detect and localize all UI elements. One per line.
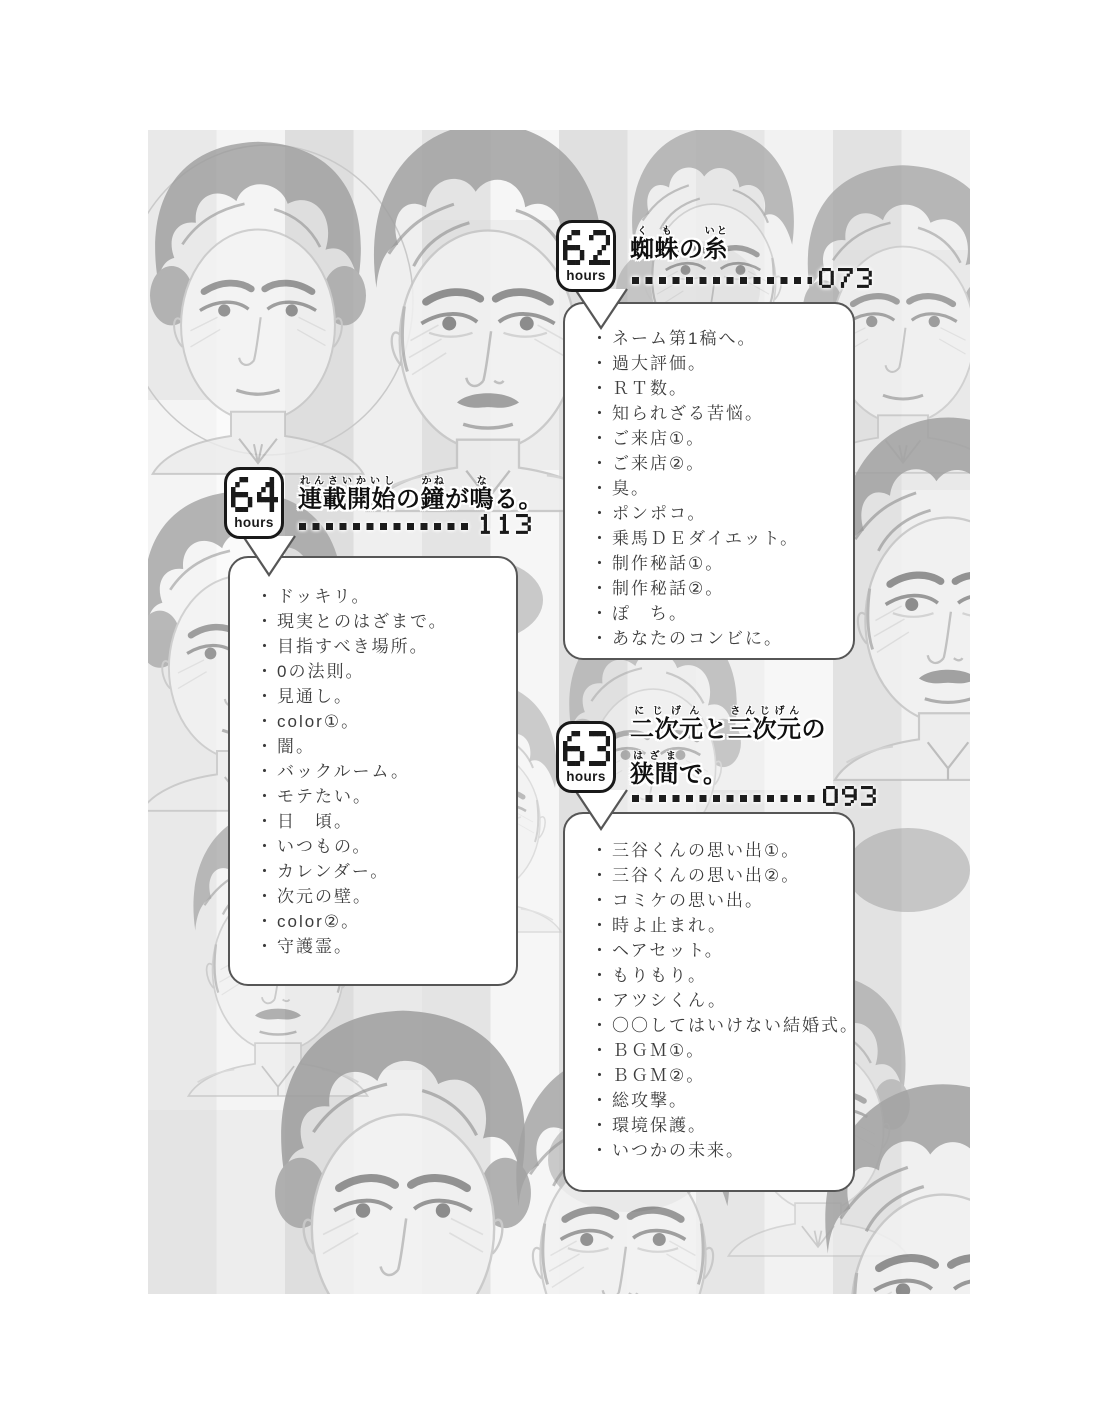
list-item: [591, 988, 841, 1013]
list-item: [256, 934, 504, 959]
item-text: カレンダー。: [277, 862, 390, 881]
list-item: [256, 784, 504, 809]
title-segment: [298, 476, 396, 513]
item-text: ポンポコ。: [612, 504, 707, 523]
item-bullet: ・: [256, 637, 275, 656]
item-bullet: ・: [591, 404, 610, 423]
item-text: 臭。: [612, 479, 650, 498]
item-text: ドッキリ。: [277, 587, 371, 606]
furigana: いと: [703, 226, 728, 237]
leader-dots: [632, 795, 816, 802]
list-item: [256, 884, 504, 909]
item-text: 三谷くんの思い出②。: [612, 866, 801, 885]
item-text: color②。: [277, 912, 361, 931]
item-bullet: ・: [256, 712, 275, 731]
item-bullet: ・: [256, 837, 275, 856]
item-text: いつかの未来。: [612, 1141, 745, 1160]
item-text: あなたのコンビに。: [612, 629, 783, 648]
page-number: [478, 514, 531, 534]
title-base: で。: [679, 760, 728, 788]
item-bullet: ・: [256, 787, 275, 806]
title-base: 蜘蛛: [630, 236, 679, 263]
list-item: [591, 938, 841, 963]
item-text: 知られざる苦悩。: [612, 404, 764, 423]
item-bullet: ・: [591, 454, 610, 473]
list-item: [256, 659, 504, 684]
chapter-item-list: [591, 326, 841, 651]
list-item: [591, 401, 841, 426]
item-bullet: ・: [256, 762, 275, 781]
chapter-item-list: [591, 838, 859, 1163]
hours-badge-number: [563, 731, 610, 766]
item-bullet: ・: [256, 662, 275, 681]
title-base: が: [445, 486, 470, 513]
hours-badge-unit: hours: [234, 514, 274, 530]
list-item: [591, 1063, 841, 1088]
item-text: ＲＴ数。: [612, 379, 688, 398]
item-bullet: ・: [591, 329, 610, 348]
item-text: 乗馬ＤＥダイエット。: [612, 529, 800, 548]
item-text: ご来店②。: [612, 454, 706, 473]
item-text: 制作秘話②。: [612, 579, 725, 598]
item-text: ＢＧＭ②。: [612, 1066, 706, 1085]
list-item: [591, 426, 841, 451]
list-item: [591, 551, 841, 576]
chapter-title-line: [630, 706, 826, 751]
furigana: はざま: [630, 750, 679, 762]
item-text: 総攻撃。: [612, 1091, 688, 1110]
item-bullet: ・: [591, 629, 610, 648]
title-base: 鳴: [469, 486, 494, 513]
title-base: の: [801, 716, 826, 743]
title-base: の: [396, 486, 421, 513]
furigana: かね: [420, 476, 445, 487]
item-text: 見通し。: [277, 687, 353, 706]
item-text: モテたい。: [277, 787, 372, 806]
item-bullet: ・: [256, 862, 275, 881]
hours-badge-64: [224, 467, 284, 539]
list-item: [256, 859, 504, 884]
title-segment: [469, 476, 495, 513]
list-item: [591, 913, 841, 938]
list-item: [591, 963, 841, 988]
item-text: いつもの。: [277, 837, 372, 856]
list-item: [256, 809, 504, 834]
item-bullet: ・: [256, 612, 275, 631]
hours-badge-number: [563, 230, 610, 265]
item-bullet: ・: [591, 1091, 610, 1110]
chapter-item-list: [256, 584, 504, 959]
item-bullet: ・: [591, 579, 610, 598]
item-bullet: ・: [591, 891, 610, 910]
leader-dots: [299, 523, 471, 530]
item-text: 日 頃。: [277, 812, 353, 831]
item-text: ネーム第1稿へ。: [612, 329, 757, 348]
page-number: [819, 268, 872, 288]
title-segment: [630, 226, 679, 263]
list-item: [591, 501, 841, 526]
hours-badge-unit: hours: [566, 267, 606, 283]
list-item: [256, 759, 504, 784]
item-text: 時よ止まれ。: [612, 916, 728, 935]
furigana: くも: [630, 226, 679, 237]
item-text: 0の法則。: [277, 662, 365, 681]
list-item: [256, 834, 504, 859]
item-bullet: ・: [591, 354, 610, 373]
item-bullet: ・: [591, 504, 610, 523]
item-text: 闇。: [277, 737, 315, 756]
furigana: れんさいかいし: [298, 476, 396, 487]
item-bullet: ・: [591, 1116, 610, 1135]
item-bullet: ・: [256, 812, 275, 831]
item-bullet: ・: [591, 429, 610, 448]
page-leader-64: [299, 514, 531, 534]
item-text: 目指すべき場所。: [277, 637, 429, 656]
item-text: color①。: [277, 712, 361, 731]
item-text: 制作秘話①。: [612, 554, 725, 573]
item-text: 現実とのはざまで。: [277, 612, 448, 631]
title-base: 糸: [703, 236, 728, 263]
chapter-title-line: [630, 226, 728, 271]
item-text: 環境保護。: [612, 1116, 707, 1135]
title-base: と: [703, 716, 728, 743]
title-base: 狭間: [630, 760, 679, 788]
item-text: 守護霊。: [277, 937, 353, 956]
chapter-item-box-62: [563, 302, 855, 660]
title-base: る。: [494, 486, 543, 513]
list-item: [591, 526, 841, 551]
furigana: さんじげん: [728, 706, 802, 717]
title-base: 連載開始: [298, 486, 396, 513]
item-bullet: ・: [591, 529, 610, 548]
item-text: ヘアセット。: [612, 941, 724, 960]
speech-bubble-tail: [572, 789, 630, 831]
item-bullet: ・: [591, 1141, 610, 1160]
item-bullet: ・: [256, 737, 275, 756]
title-segment: [728, 706, 802, 743]
list-item: [591, 863, 841, 888]
list-item: [591, 1138, 841, 1163]
page-leader-63: [632, 786, 876, 806]
title-base: 二次元: [630, 716, 704, 743]
item-text: 次元の壁。: [277, 887, 372, 906]
item-text: ＢＧＭ①。: [612, 1041, 706, 1060]
list-item: [256, 909, 504, 934]
item-bullet: ・: [256, 937, 275, 956]
list-item: [591, 1088, 841, 1113]
list-item: [256, 609, 504, 634]
item-bullet: ・: [591, 866, 610, 885]
list-item: [256, 709, 504, 734]
chapter-item-box-63: [563, 812, 859, 1192]
speech-bubble-tail: [240, 535, 298, 577]
item-bullet: ・: [591, 966, 610, 985]
item-bullet: ・: [591, 941, 610, 960]
item-bullet: ・: [591, 1041, 610, 1060]
title-segment: [420, 476, 446, 513]
list-item: [591, 626, 841, 651]
item-bullet: ・: [591, 554, 610, 573]
furigana: にじげん: [630, 706, 704, 717]
item-text: ご来店①。: [612, 429, 706, 448]
hours-badge-63: [556, 721, 616, 793]
item-bullet: ・: [591, 991, 610, 1010]
page-leader-62: [632, 268, 872, 288]
item-bullet: ・: [256, 912, 275, 931]
item-bullet: ・: [591, 379, 610, 398]
item-bullet: ・: [591, 916, 610, 935]
item-bullet: ・: [591, 479, 610, 498]
list-item: [256, 634, 504, 659]
list-item: [591, 476, 841, 501]
item-bullet: ・: [591, 1066, 610, 1085]
page-number: [823, 786, 876, 806]
list-item: [256, 684, 504, 709]
leader-dots: [632, 277, 812, 284]
title-segment: [630, 706, 704, 743]
item-text: コミケの思い出。: [612, 891, 764, 910]
chapter-item-box-64: [228, 556, 518, 986]
speech-bubble-tail: [572, 288, 630, 330]
item-text: アツシくん。: [612, 991, 728, 1010]
list-item: [256, 734, 504, 759]
item-text: 三谷くんの思い出①。: [612, 841, 801, 860]
list-item: [591, 576, 841, 601]
furigana: な: [469, 476, 494, 487]
chapter-title-62: [630, 226, 728, 271]
title-base: 鐘: [420, 486, 445, 513]
item-bullet: ・: [256, 887, 275, 906]
list-item: [591, 1013, 859, 1038]
item-bullet: ・: [591, 604, 610, 623]
title-base: の: [679, 236, 704, 263]
item-bullet: ・: [256, 687, 275, 706]
list-item: [591, 1038, 841, 1063]
item-text: もりもり。: [612, 966, 707, 985]
item-text: 〇〇してはいけない結婚式。: [612, 1016, 859, 1035]
list-item: [591, 838, 841, 863]
item-text: 過大評価。: [612, 354, 707, 373]
item-text: バックルーム。: [277, 762, 410, 781]
title-segment: [630, 750, 679, 788]
list-item: [591, 451, 841, 476]
list-item: [591, 1113, 841, 1138]
list-item: [591, 601, 841, 626]
list-item: [591, 351, 841, 376]
item-bullet: ・: [256, 587, 275, 606]
title-segment: [703, 226, 729, 263]
item-bullet: ・: [591, 1016, 610, 1035]
item-bullet: ・: [591, 841, 610, 860]
list-item: [591, 376, 841, 401]
title-base: 三次元: [728, 716, 802, 743]
list-item: [256, 584, 504, 609]
item-text: ぽ ち。: [612, 604, 688, 623]
hours-badge-number: [231, 477, 278, 512]
list-item: [591, 888, 841, 913]
hours-badge-unit: hours: [566, 768, 606, 784]
hours-badge-62: [556, 220, 616, 292]
chapter-title-63: [630, 706, 826, 796]
